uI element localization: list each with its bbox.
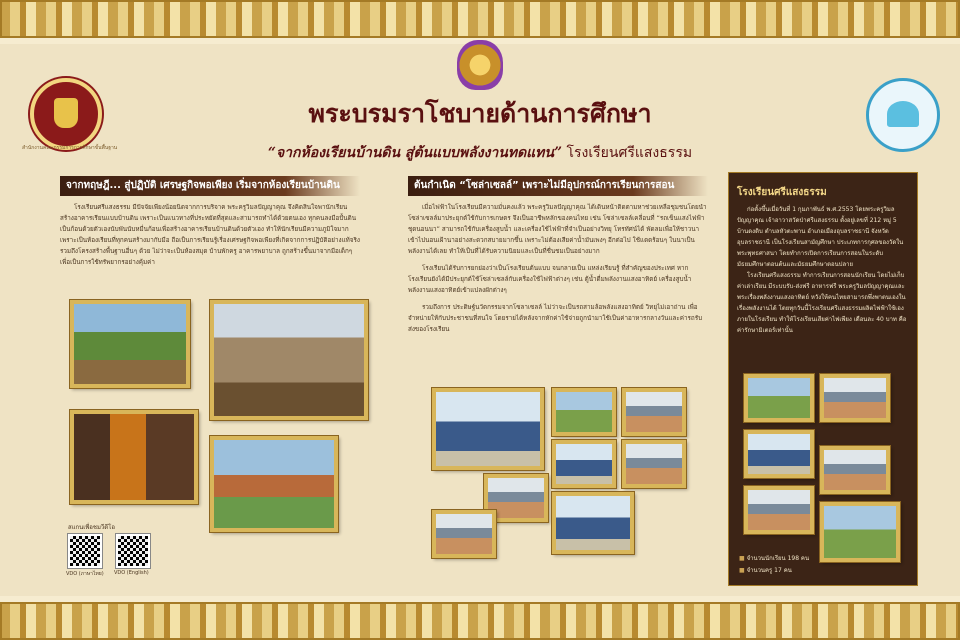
qr-code-thai[interactable] [68,534,102,568]
qr-code-english[interactable] [116,534,150,568]
page-title: พระบรมราโชบายด้านการศึกษา [308,99,652,128]
school-logo [866,78,940,152]
photo-solar-field [552,388,616,436]
middle-column-body-2: โรงเรียนได้รับการยกย่องว่าเป็นโรงเรียนต้นแบบ จนกลายเป็น แหล่งเรียนรู้ ที่สำคัญของประเทศ หากโรงเรียนยังได้มีประยุกต์ใช้โซล่าเซลล์กับเครื่องใช้ไฟฟ้าต่างๆ เช่น ตู้น้ำดื่มพลังงานแสงอาทิตย์ เครื่องสูบน้ำพลังงานแสงอาทิตย์เข้าแปลงผักต่างๆ [408,265,692,294]
photo-sidebar-5 [744,486,814,534]
photo-sidebar-3 [744,430,814,478]
qr-label: สแกนเพื่อชมวีดีโอ [68,524,115,531]
photo-sidebar-4 [820,446,890,494]
qr-caption-thai: VDO (ภาษาไทย) [66,571,104,577]
left-column-body: โรงเรียนศรีแสงธรรม มีปัจจัยเพียงน้อยนิดจากการบริจาค พระครูวิมลปัญญาคุณ จึงคิดสินใจพานักเรียนสร้างอาคารเรียนแบบบ้านดิน เพราะเป็นแนวทางที่ประหยัดที่สุดและสามารถทำได้ด้วยตนเอง ทุกคนลงมือปั้นดินเป็นก้อนด้วยตัวเองนับพันนับหมื่นก้อนเพื่อสร้างอาคารเรียนบ้านดินด้วยตัวเอง ทำให้นักเรียนมีความภูมิใจมาก เพราะเป็นห้องเรียนที่ทุกคนสร้างมากับมือ ถือเป็นการเรียนรู้เรื่องเศรษฐกิจพอเพียงที่เกิดจากการปฏิบัติอย่างแท้จริง รวมถึงโครงสร้างพื้นฐานอื่นๆ ด้วย ไม่ว่าจะเป็นห้องสมุด บ้านพักครู อาคารพยาบาล ถูกสร้างขึ้นมาจากมือเด็กๆ เพื่อเป็นการใช้ทรัพยากรอย่างคุ้มค่า [60,204,360,266]
sidebar-stats [739,553,809,577]
sidebar-paragraph-1: ก่อตั้งขึ้นเมื่อวันที่ 1 กุมภาพันธ์ พ.ศ.2553 โดยพระครูวิมลปัญญาคุณ เจ้าอาวาสวัดป่าศรีแสงธรรม ตั้งอยู่เลขที่ 212 หมู่ 5 บ้านดงดิบ ตำบลหัวตะพาน อำเภอเมืองอุบลราชธานี จังหวัดอุบลราชธานี เป็นโรงเรียนสามัญศึกษา ประเภทการกุศลของวัดในพระพุทธศาสนา โดยทำการเปิดการเรียนการสอนในระดับมัธยมศึกษาตอนต้นและมัธยมศึกษาตอนปลาย [737,206,904,268]
royal-emblem [457,40,503,90]
middle-column-body-1: เมื่อไฟฟ้าในโรงเรียนมีความมั่นคงแล้ว พระครูวิมลปัญญาคุณ ได้เดินหน้าติดตามหาช่วยเหลือชุมชนโดยนำโซล่าเซลล์มาประยุกต์ใช้กับการเกษตร จึงเป็นอาชีพหลักของคนไทย เช่น โซล่าเซลล์เคลื่อนที่ “รถเข็นแสงไฟฟ้าชุดนอนนา” สามารถใช้กับเครื่องสูบน้ำ และเครื่องใช้ไฟฟ้าที่จำเป็นอย่างวิทยุ โทรทัศน์ได้ พัดลมเพื่อให้ชาวนาเข้าไปนอนเฝ้านาอย่างสะดวกสบายมากขึ้น เพราะไม่ต้องเสียค่าน้ำมันเพงๆ อีกต่อไป ใช้แดดร้อนๆ ในนาเป็นพลังงานได้เลย ทำให้เป็นที่ได้รับความนิยมและเป็นที่ชื่นชมเป็นอย่างมาก [408,204,707,255]
page-subtitle [160,142,800,164]
photo-earth-house [210,436,338,532]
middle-column-header: ต้นกำเนิด “โซล่าเซลล์” เพราะไม่มีอุปกรณ์การเรียนการสอน [408,176,708,196]
sidebar-paragraph-2: โรงเรียนศรีแสงธรรม ทำการเรียนการสอนนักเรียน โดยไม่เก็บค่าเล่าเรียน มีระบบรับ-ส่งฟรี อาหารฟรี พระครูวิมลปัญญาคุณและพระเรื่องพลังงานแสงอาทิตย์ หวังให้คนไทยสามารถพึ่งพาตนเองในเรื่องพลังงานได้ โดยทุกวันนี้โรงเรียนศรีแสงธรรมผลิตไฟฟ้าใช้เองภายในโรงเรียน ทำให้โรงเรียนเสียค่าไฟเพียง เดือนละ 40 บาท คือ ค่ารักษามิเตอร์เท่านั้น [737,272,907,334]
photo-solar-cart [622,388,686,436]
sidebar-title: โรงเรียนศรีแสงธรรม [737,187,827,198]
left-column-header: จากทฤษฎี... สู่ปฏิบัติ เศรษฐกิจพอเพียง เริ่มจากห้องเรียนบ้านดิน [60,176,360,196]
photo-earth-building-students [70,300,190,388]
left-column [60,176,360,268]
middle-column [408,176,708,335]
emblem-caption: สำนักงานคณะกรรมการการศึกษาขั้นพื้นฐาน [22,145,118,151]
decorative-border-bottom [0,602,960,640]
photo-sidebar-6 [820,502,900,562]
photo-monk [70,410,198,504]
middle-column-body-3: รวมถึงการ ประดิษฐ์นวัตกรรมจากโซลาเซลล์ ไม่ว่าจะเป็นรถสามล้อพลังแสงอาทิตย์ วิทยุไม่เอาถ่าน เพื่อจำหน่ายให้กับประชาชนที่สนใจ โดยรายได้หลังจากหักค่าใช้จ่ายถูกนำมาใช้เป็นค่าอาหารกลางวันและค่ารถรับส่งของโรงเรียน [408,304,703,333]
subtitle-school: โรงเรียนศรีแสงธรรม [566,145,693,161]
sidebar-text [729,204,917,336]
photo-solar-panel [552,440,616,488]
photo-solar-array [552,492,634,554]
stat-students: ■ จำนวนนักเรียน 198 คน [739,553,809,565]
obec-emblem [30,78,102,150]
photo-construction-work [210,300,368,420]
photo-solar-roof [432,388,544,470]
qr-caption-english: VDO (English) [114,570,149,576]
photo-sidebar-1 [744,374,814,422]
photo-sidebar-2 [820,374,890,422]
photo-group [622,440,686,488]
subtitle-quote: “จากห้องเรียนบ้านดิน สู่ต้นแบบพลังงานทดแทน” [267,145,563,161]
stat-staff: ■ จำนวนครู 17 คน [739,565,809,577]
decorative-border-top [0,0,960,38]
photo-students [432,510,496,558]
